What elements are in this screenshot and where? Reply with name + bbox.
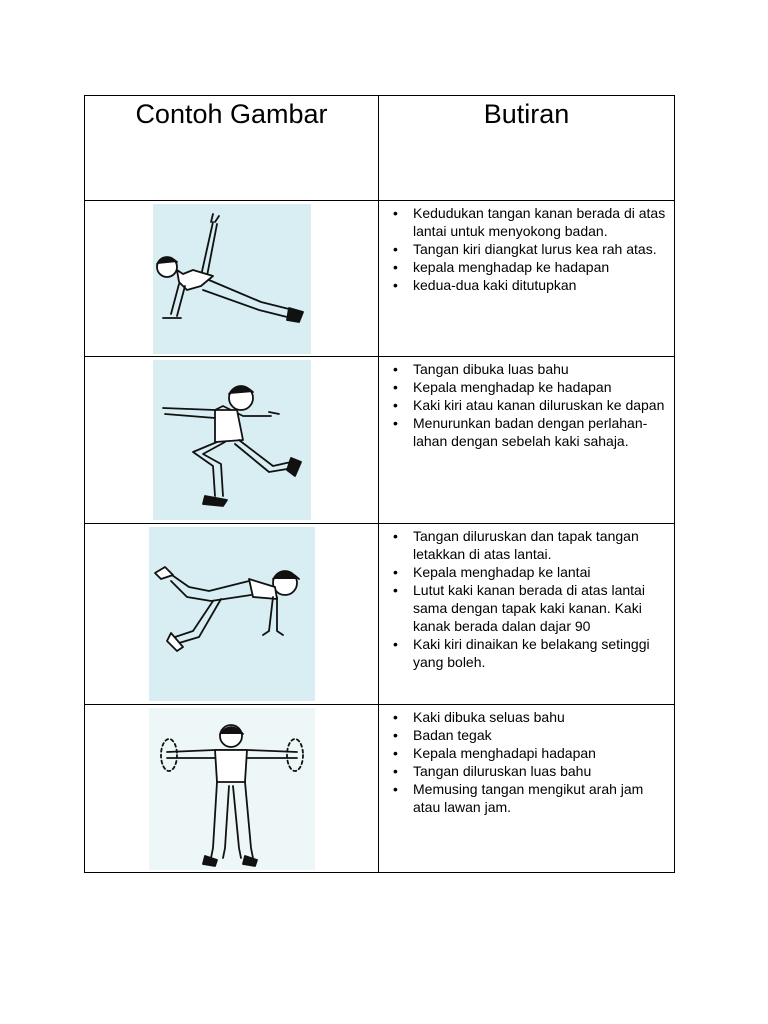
- details-list: [379, 708, 674, 816]
- table-row: [85, 201, 675, 357]
- details-list: [379, 527, 674, 671]
- picture-cell: [85, 705, 379, 873]
- list-item: • Memusing tangan mengikut arah jam atau lawan jam.: [413, 780, 668, 816]
- exercise-table: [84, 95, 675, 873]
- list-item: • Tangan diluruskan luas bahu: [413, 762, 668, 780]
- details-cell: [379, 201, 675, 357]
- header-cell-picture: [85, 96, 379, 201]
- one-leg-squat-illustration: [153, 360, 311, 520]
- list-item: • Tangan diluruskan dan tapak tangan letakkan di atas lantai.: [413, 527, 668, 563]
- arm-circles-illustration: [149, 708, 315, 870]
- list-item: • Kaki kiri dinaikan ke belakang setinggi yang boleh.: [413, 635, 668, 671]
- list-item: • Menurunkan badan dengan perlahan-lahan dengan sebelah kaki sahaja.: [413, 414, 668, 450]
- list-item: • Kepala menghadap ke hadapan: [413, 378, 668, 396]
- header-butiran: Butiran: [483, 99, 570, 129]
- list-item: • kepala menghadap ke hadapan: [413, 258, 668, 276]
- details-list: [379, 204, 674, 294]
- picture-cell: [85, 524, 379, 705]
- list-item: • Badan tegak: [413, 726, 668, 744]
- header-contoh-gambar: Contoh Gambar: [135, 99, 328, 129]
- list-item: • Kepala menghadap ke lantai: [413, 563, 668, 581]
- picture-cell: [85, 201, 379, 357]
- table-row: [85, 357, 675, 524]
- picture-cell: [85, 357, 379, 524]
- list-item: • Tangan dibuka luas bahu: [413, 360, 668, 378]
- list-item: • Lutut kaki kanan berada di atas lantai sama dengan tapak kaki kanan. Kaki kanak berada dalan dajar 90: [413, 581, 668, 635]
- list-item: • Tangan kiri diangkat lurus kea rah atas.: [413, 240, 668, 258]
- leg-raise-illustration: [149, 527, 315, 701]
- details-list: [379, 360, 674, 450]
- side-plank-illustration: [153, 204, 311, 354]
- details-cell: [379, 705, 675, 873]
- list-item: • Kepala menghadapi hadapan: [413, 744, 668, 762]
- list-item: • kedua-dua kaki ditutupkan: [413, 276, 668, 294]
- list-item: • Kaki dibuka seluas bahu: [413, 708, 668, 726]
- table-header-row: [85, 96, 675, 201]
- list-item: • Kedudukan tangan kanan berada di atas lantai untuk menyokong badan.: [413, 204, 668, 240]
- header-cell-details: [379, 96, 675, 201]
- table-row: [85, 705, 675, 873]
- details-cell: [379, 357, 675, 524]
- list-item: • Kaki kiri atau kanan diluruskan ke dapan: [413, 396, 668, 414]
- table-row: [85, 524, 675, 705]
- details-cell: [379, 524, 675, 705]
